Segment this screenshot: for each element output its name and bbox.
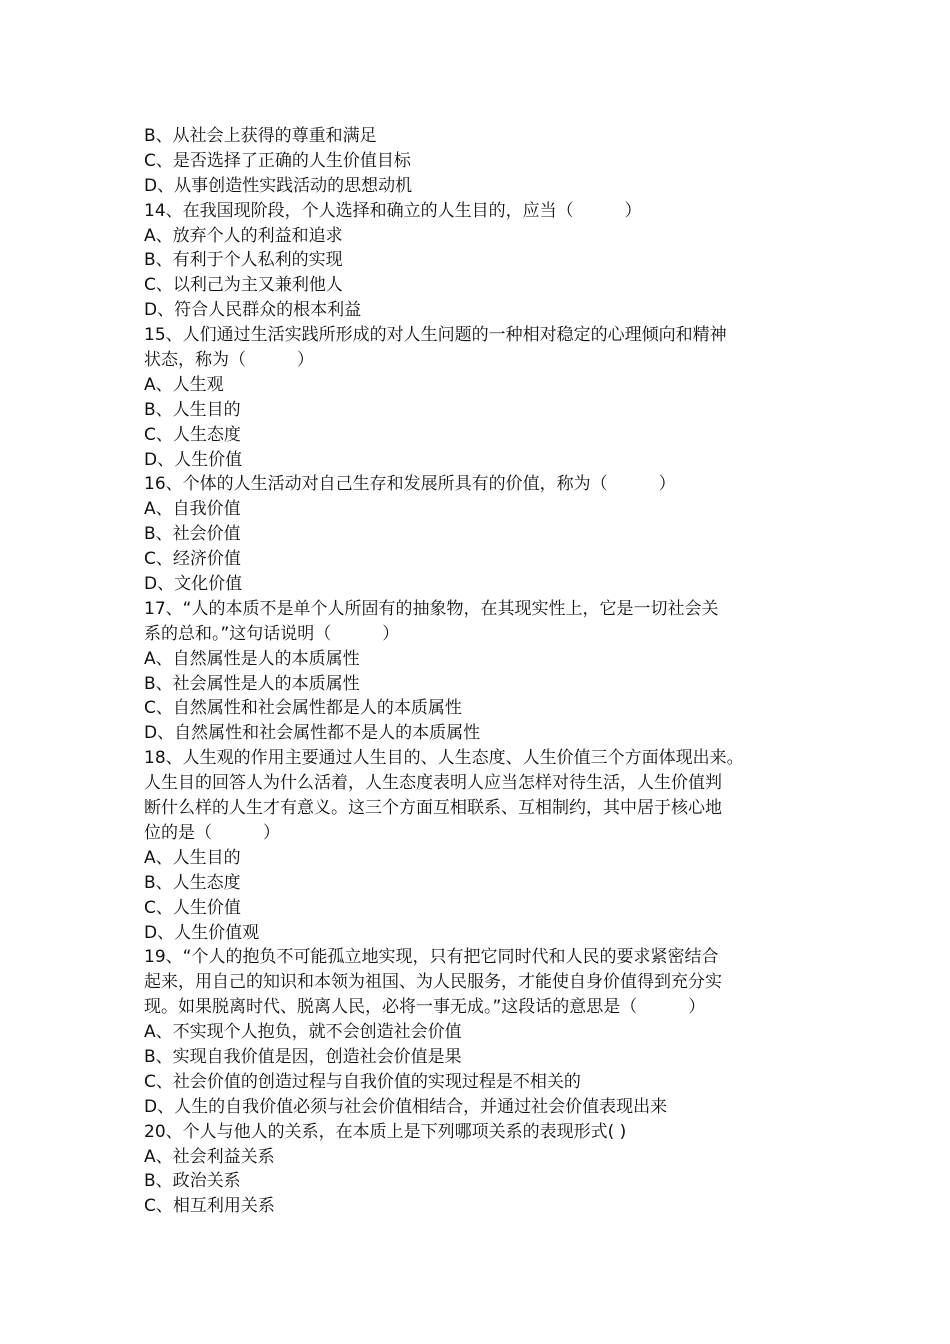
text-line: 状态，称为（ ）	[144, 350, 314, 371]
text-line: 现。如果脱离时代、脱离人民，必将一事无成。”这段话的意思是（ ）	[144, 997, 706, 1018]
question-16-stem: 16、个体的人生活动对自己生存和发展所具有的价值，称为（ ）	[144, 474, 676, 495]
text-line: D、人生价值观	[144, 922, 260, 943]
text-line: A、人生观	[144, 374, 224, 395]
text-line: B、人生目的	[144, 399, 241, 420]
question-17-stem: 17、“人的本质不是单个人所固有的抽象物，在其现实性上，它是一切社会关	[144, 598, 719, 619]
text-line: 系的总和。”这句话说明（ ）	[144, 623, 400, 644]
text-line: 起来，用自己的知识和本领为祖国、为人民服务，才能使自身价值得到充分实	[144, 972, 722, 993]
text-line: B、社会属性是人的本质属性	[144, 673, 360, 694]
text-line: A、自我价值	[144, 499, 241, 520]
text-line: D、人生的自我价值必须与社会价值相结合，并通过社会价值表现出来	[144, 1096, 668, 1117]
text-line: A、社会利益关系	[144, 1146, 275, 1167]
text-line: C、相互利用关系	[144, 1196, 275, 1217]
question-18-stem: 18、人生观的作用主要通过人生目的、人生态度、人生价值三个方面体现出来。	[144, 748, 744, 769]
text-line: C、经济价值	[144, 549, 241, 570]
text-line: C、自然属性和社会属性都是人的本质属性	[144, 698, 462, 719]
text-line: 位的是（ ）	[144, 822, 280, 843]
text-line: C、社会价值的创造过程与自我价值的实现过程是不相关的	[144, 1071, 581, 1092]
text-line: A、不实现个人抱负，就不会创造社会价值	[144, 1022, 462, 1043]
text-line: A、放弃个人的利益和追求	[144, 225, 343, 246]
text-line: A、人生目的	[144, 847, 241, 868]
text-line: D、从事创造性实践活动的思想动机	[144, 175, 413, 196]
text-line: B、社会价值	[144, 524, 241, 545]
text-line: A、自然属性是人的本质属性	[144, 648, 360, 669]
text-line: D、符合人民群众的根本利益	[144, 300, 362, 321]
text-line: C、是否选择了正确的人生价值目标	[144, 150, 411, 171]
question-15-stem: 15、人们通过生活实践所形成的对人生问题的一种相对稳定的心理倾向和精神	[144, 325, 727, 346]
text-line: C、人生态度	[144, 424, 241, 445]
text-line: D、人生价值	[144, 449, 243, 470]
text-line: 断什么样的人生才有意义。这三个方面互相联系、互相制约，其中居于核心地	[144, 798, 722, 819]
text-line: D、自然属性和社会属性都不是人的本质属性	[144, 723, 481, 744]
question-14-stem: 14、在我国现阶段，个人选择和确立的人生目的，应当（ ）	[144, 200, 642, 221]
question-text-block	[144, 124, 809, 1219]
text-line: 人生目的回答人为什么活着，人生态度表明人应当怎样对待生活，人生价值判	[144, 773, 722, 794]
text-line: B、从社会上获得的尊重和满足	[144, 126, 377, 146]
text-line: B、人生态度	[144, 872, 241, 893]
text-line: B、实现自我价值是因，创造社会价值是果	[144, 1046, 462, 1067]
text-line: B、政治关系	[144, 1171, 241, 1192]
question-19-stem: 19、“个人的抱负不可能孤立地实现，只有把它同时代和人民的要求紧密结合	[144, 947, 719, 968]
text-line: C、以利己为主又兼利他人	[144, 275, 343, 296]
text-line: B、有利于个人私利的实现	[144, 250, 343, 271]
text-line: C、人生价值	[144, 897, 241, 918]
text-line: D、文化价值	[144, 574, 243, 595]
question-20-stem: 20、个人与他人的关系，在本质上是下列哪项关系的表现形式( )	[144, 1121, 627, 1142]
